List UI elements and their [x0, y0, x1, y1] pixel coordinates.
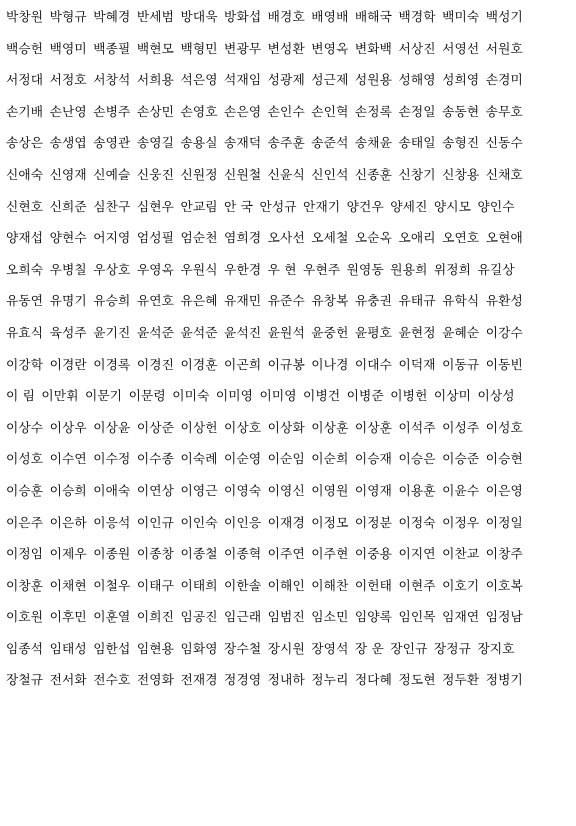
name-entry: 이승훈: [6, 482, 44, 498]
name-entry: 장인규: [390, 640, 428, 656]
name-row: [6, 1, 576, 33]
name-entry: 원용희: [390, 261, 428, 277]
name-entry: 배영배: [311, 9, 349, 24]
name-entry: 변화백: [354, 40, 393, 56]
name-entry: 손은영: [224, 103, 262, 119]
name-entry: 이승은: [398, 451, 436, 467]
name-entry: 전수호: [93, 672, 131, 688]
name-entry: 양세진: [390, 198, 428, 214]
name-entry: 이종철: [180, 546, 218, 562]
name-entry: 이정모: [311, 514, 349, 530]
name-entry: 이채현: [49, 577, 87, 593]
name-entry: 신동수: [485, 135, 523, 151]
name-row: [6, 191, 576, 223]
name-entry: 이순임: [267, 451, 305, 467]
name-row: [6, 159, 576, 191]
name-entry: 윤원석: [267, 324, 305, 340]
name-entry: 엄성필: [136, 230, 175, 246]
name-entry: 어지영: [93, 230, 131, 246]
name-entry: 서상진: [398, 40, 436, 56]
name-entry: 임화영: [180, 640, 218, 656]
name-entry: 백성기: [485, 9, 523, 24]
name-entry: 이한솔: [224, 577, 262, 593]
name-entry: 오애리: [398, 230, 436, 246]
name-entry: 이문령: [128, 388, 166, 404]
name-entry: 유준수: [267, 293, 305, 309]
name-entry: 이지연: [398, 546, 436, 562]
name-entry: 송영길: [136, 135, 175, 151]
name-entry: 송동현: [442, 103, 480, 119]
name-row: [6, 64, 576, 96]
name-entry: 이희진: [136, 609, 175, 625]
name-entry: 백영미: [49, 40, 87, 56]
name-entry: 심찬구: [93, 198, 131, 214]
name-entry: 이정임: [6, 546, 44, 562]
name-entry: 성근제: [311, 72, 349, 88]
name-entry: 오연호: [442, 230, 480, 246]
name-entry: 정병기: [485, 672, 523, 688]
name-entry: 양현수: [49, 230, 87, 246]
name-entry: 이상윤: [93, 419, 131, 435]
name-entry: 박창원: [6, 9, 44, 24]
name-entry: 이순희: [311, 451, 349, 467]
name-entry: 이동빈: [485, 356, 523, 372]
name-entry: 장지호: [477, 640, 515, 656]
name-entry: 이해찬: [311, 577, 349, 593]
name-entry: 서정대: [6, 72, 44, 88]
name-entry: 우병칠: [49, 261, 87, 277]
name-entry: 송상은: [6, 135, 44, 151]
name-entry: 송용실: [180, 135, 218, 151]
name-entry: 이응석: [93, 514, 131, 530]
name-entry: 이만휘: [41, 388, 79, 404]
name-entry: 임현용: [136, 640, 175, 656]
name-entry: 양시모: [433, 198, 472, 214]
name-row: [6, 538, 576, 570]
name-entry: 이승준: [442, 451, 480, 467]
name-entry: 우한경: [224, 261, 262, 277]
name-entry: 윤기진: [93, 324, 131, 340]
name-entry: 이해인: [267, 577, 305, 593]
name-entry: 이상미: [433, 388, 472, 404]
name-entry: 손정일: [398, 103, 436, 119]
name-entry: 이주현: [311, 546, 349, 562]
name-entry: 정두환: [442, 672, 480, 688]
name-entry: 유은혜: [180, 293, 218, 309]
name-entry: 이경란: [49, 356, 87, 372]
name-entry: 우원식: [180, 261, 218, 277]
name-entry: 우영옥: [136, 261, 175, 277]
name-entry: 양건우: [346, 198, 384, 214]
name-entry: 신영재: [49, 166, 87, 182]
name-entry: 이상우: [49, 419, 87, 435]
name-entry: 서희용: [136, 72, 175, 88]
name-entry: 장철규: [6, 672, 44, 688]
name-entry: 성희영: [442, 72, 480, 88]
name-entry: 손인수: [267, 103, 305, 119]
name-entry: 유명기: [49, 293, 87, 309]
name-entry: 이창주: [485, 546, 523, 562]
name-entry: 이순영: [224, 451, 262, 467]
name-entry: 이미영: [259, 388, 297, 404]
name-entry: 이호기: [442, 577, 480, 593]
name-entry: 이상훈: [354, 419, 393, 435]
name-entry: 이수정: [93, 451, 131, 467]
name-entry: 유창복: [311, 293, 349, 309]
name-entry: 이 림: [6, 388, 35, 404]
name-row: [6, 601, 576, 633]
name-entry: 이상헌: [180, 419, 218, 435]
name-entry: 이문기: [85, 388, 123, 404]
name-entry: 임소민: [311, 609, 349, 625]
name-entry: 손병주: [93, 103, 131, 119]
name-entry: 손경미: [485, 72, 523, 88]
name-entry: 이인응: [224, 514, 262, 530]
name-entry: 임범진: [267, 609, 305, 625]
name-entry: 정누리: [311, 672, 349, 688]
name-row: [6, 570, 576, 602]
name-entry: 백승헌: [6, 40, 44, 56]
name-entry: 우 현: [267, 261, 297, 277]
name-row: [6, 507, 576, 539]
name-entry: 신창기: [398, 166, 436, 182]
name-entry: 이병헌: [390, 388, 428, 404]
name-entry: 서영선: [442, 40, 480, 56]
name-entry: 이제우: [49, 546, 87, 562]
name-entry: 신원철: [224, 166, 262, 182]
name-entry: 임종석: [6, 640, 44, 656]
name-entry: 성원용: [354, 72, 393, 88]
name-entry: 유태규: [398, 293, 436, 309]
name-entry: 이중용: [354, 546, 393, 562]
name-entry: 오희숙: [6, 261, 44, 277]
name-entry: 신종훈: [354, 166, 393, 182]
name-entry: 이상수: [6, 419, 44, 435]
name-entry: 성해영: [398, 72, 436, 88]
name-entry: 오현애: [485, 230, 523, 246]
name-entry: 오세철: [311, 230, 349, 246]
name-entry: 이종혁: [224, 546, 262, 562]
name-entry: 신웅진: [136, 166, 175, 182]
name-entry: 이경록: [93, 356, 131, 372]
name-entry: 변광무: [224, 40, 262, 56]
name-entry: 이강학: [6, 356, 44, 372]
name-entry: 신예슬: [93, 166, 131, 182]
name-entry: 안 국: [224, 198, 254, 214]
name-entry: 윤석진: [224, 324, 262, 340]
name-entry: 이연상: [136, 482, 175, 498]
name-entry: 이나경: [311, 356, 349, 372]
name-entry: 손상민: [136, 103, 175, 119]
name-entry: 신원정: [180, 166, 218, 182]
name-entry: 이은주: [6, 514, 44, 530]
name-entry: 신인석: [311, 166, 349, 182]
name-entry: 전서화: [49, 672, 87, 688]
name-entry: 서원호: [485, 40, 523, 56]
name-entry: 우상호: [93, 261, 131, 277]
name-entry: 유연호: [136, 293, 175, 309]
name-entry: 이호복: [485, 577, 523, 593]
name-entry: 백종필: [93, 40, 131, 56]
name-entry: 이수종: [136, 451, 175, 467]
name-entry: 방화섭: [224, 9, 262, 24]
name-row: [6, 412, 576, 444]
name-entry: 유효식: [6, 324, 44, 340]
name-entry: 엄순천: [180, 230, 218, 246]
name-entry: 임인목: [398, 609, 436, 625]
name-entry: 이미숙: [172, 388, 210, 404]
name-entry: 이창훈: [6, 577, 44, 593]
name-entry: 이주연: [267, 546, 305, 562]
name-entry: 이종원: [93, 546, 131, 562]
name-entry: 이성호: [6, 451, 44, 467]
name-entry: 박형규: [49, 9, 87, 24]
name-entry: 백미숙: [442, 9, 480, 24]
name-entry: 이승현: [485, 451, 523, 467]
name-entry: 정도현: [398, 672, 436, 688]
name-entry: 정경영: [224, 672, 262, 688]
name-entry: 이영숙: [224, 482, 262, 498]
name-entry: 윤현정: [398, 324, 436, 340]
name-entry: 이경훈: [180, 356, 218, 372]
name-entry: 이상성: [477, 388, 515, 404]
name-entry: 이승재: [354, 451, 393, 467]
name-entry: 윤평호: [354, 324, 393, 340]
name-entry: 배경호: [267, 9, 305, 24]
name-entry: 이영근: [180, 482, 218, 498]
name-entry: 장수철: [224, 640, 262, 656]
name-entry: 백경학: [398, 9, 436, 24]
name-entry: 반세범: [136, 9, 175, 24]
name-entry: 이찬교: [442, 546, 480, 562]
name-entry: 이곤희: [224, 356, 262, 372]
name-entry: 이강수: [485, 324, 523, 340]
name-entry: 이석주: [398, 419, 436, 435]
name-entry: 윤혜순: [442, 324, 480, 340]
name-entry: 신창용: [442, 166, 480, 182]
name-entry: 이영재: [354, 482, 393, 498]
name-entry: 이정일: [485, 514, 523, 530]
name-entry: 손인혁: [311, 103, 349, 119]
name-entry: 이상호: [224, 419, 262, 435]
name-entry: 장시원: [267, 640, 305, 656]
name-entry: 이상준: [136, 419, 175, 435]
name-entry: 이대수: [354, 356, 393, 372]
name-entry: 이경진: [136, 356, 175, 372]
name-row: [6, 633, 576, 665]
name-entry: 신애숙: [6, 166, 44, 182]
name-entry: 송형진: [442, 135, 480, 151]
name-entry: 이성호: [485, 419, 523, 435]
name-entry: 장 운: [354, 640, 384, 656]
name-entry: 백형민: [180, 40, 218, 56]
name-entry: 임한섭: [93, 640, 131, 656]
name-entry: 오사선: [267, 230, 305, 246]
name-entry: 송태일: [398, 135, 436, 151]
name-entry: 이현주: [398, 577, 436, 593]
name-entry: 서정호: [49, 72, 87, 88]
name-entry: 이종창: [136, 546, 175, 562]
name-entry: 이애숙: [93, 482, 131, 498]
name-entry: 신윤식: [267, 166, 305, 182]
name-row: [6, 222, 576, 254]
name-entry: 이인규: [136, 514, 175, 530]
name-row: [6, 127, 576, 159]
name-row: [6, 443, 576, 475]
name-entry: 이병건: [303, 388, 341, 404]
name-entry: 이영원: [311, 482, 349, 498]
name-entry: 임정남: [485, 609, 523, 625]
name-row: [6, 380, 576, 412]
name-entry: 이은영: [485, 482, 523, 498]
name-entry: 정내하: [267, 672, 305, 688]
name-entry: 송채윤: [354, 135, 393, 151]
name-row: [6, 475, 576, 507]
name-entry: 성광제: [267, 72, 305, 88]
name-entry: 윤중헌: [311, 324, 349, 340]
name-entry: 유동연: [6, 293, 44, 309]
name-entry: 이재경: [267, 514, 305, 530]
name-entry: 이숙례: [180, 451, 218, 467]
name-row: [6, 33, 576, 65]
name-entry: 송재덕: [224, 135, 262, 151]
name-entry: 서창석: [93, 72, 131, 88]
name-entry: 유길상: [477, 261, 515, 277]
name-entry: 신현호: [6, 198, 44, 214]
name-entry: 이미영: [215, 388, 254, 404]
name-entry: 이성주: [442, 419, 480, 435]
name-entry: 유충권: [354, 293, 393, 309]
name-entry: 이정분: [354, 514, 393, 530]
name-entry: 이태희: [180, 577, 218, 593]
name-entry: 심현우: [136, 198, 175, 214]
name-entry: 송주훈: [267, 135, 305, 151]
name-entry: 우현주: [303, 261, 341, 277]
name-entry: 이정숙: [398, 514, 436, 530]
name-entry: 변영옥: [311, 40, 349, 56]
name-entry: 이규봉: [267, 356, 305, 372]
name-entry: 전재경: [180, 672, 218, 688]
name-row: [6, 317, 576, 349]
name-entry: 임양록: [354, 609, 393, 625]
name-entry: 유재민: [224, 293, 262, 309]
name-entry: 안교림: [180, 198, 218, 214]
name-entry: 이수연: [49, 451, 87, 467]
name-entry: 원영동: [346, 261, 384, 277]
name-entry: 이호원: [6, 609, 44, 625]
name-row: [6, 96, 576, 128]
name-entry: 장정규: [433, 640, 472, 656]
name-entry: 이은하: [49, 514, 87, 530]
name-entry: 손정록: [354, 103, 393, 119]
name-entry: 송영관: [93, 135, 131, 151]
name-entry: 이정우: [442, 514, 480, 530]
name-entry: 윤석준: [136, 324, 175, 340]
name-entry: 임태성: [49, 640, 87, 656]
name-entry: 안성규: [259, 198, 297, 214]
name-entry: 이훈열: [93, 609, 131, 625]
name-entry: 이병준: [346, 388, 384, 404]
name-entry: 임근래: [224, 609, 262, 625]
name-entry: 백현모: [136, 40, 175, 56]
name-entry: 양인수: [477, 198, 515, 214]
name-entry: 육성주: [49, 324, 87, 340]
name-entry: 이영신: [267, 482, 305, 498]
name-entry: 윤석준: [180, 324, 218, 340]
name-row: [6, 285, 576, 317]
name-entry: 임공진: [180, 609, 218, 625]
name-entry: 이상훈: [311, 419, 349, 435]
name-entry: 박혜경: [93, 9, 131, 24]
name-entry: 장영석: [311, 640, 349, 656]
name-row: [6, 349, 576, 381]
name-entry: 이덕재: [398, 356, 436, 372]
name-entry: 오순옥: [354, 230, 393, 246]
name-entry: 손난영: [49, 103, 87, 119]
name-entry: 변성환: [267, 40, 305, 56]
name-entry: 석재임: [224, 72, 262, 88]
name-entry: 유승희: [93, 293, 131, 309]
name-entry: 양재섭: [6, 230, 44, 246]
name-entry: 방대욱: [180, 9, 218, 24]
name-entry: 임재연: [442, 609, 480, 625]
name-entry: 유학식: [442, 293, 480, 309]
name-entry: 배해국: [354, 9, 393, 24]
name-entry: 이동규: [442, 356, 480, 372]
name-entry: 이인숙: [180, 514, 218, 530]
name-entry: 신희준: [49, 198, 87, 214]
name-entry: 손영호: [180, 103, 218, 119]
name-entry: 송생엽: [49, 135, 87, 151]
name-entry: 이윤수: [442, 482, 480, 498]
name-entry: 이후민: [49, 609, 87, 625]
name-entry: 염희경: [224, 230, 262, 246]
name-entry: 이철우: [93, 577, 131, 593]
name-entry: 정다혜: [354, 672, 393, 688]
name-entry: 유환성: [485, 293, 523, 309]
name-entry: 신채호: [485, 166, 523, 182]
name-entry: 전영화: [136, 672, 175, 688]
name-entry: 이상화: [267, 419, 305, 435]
name-entry: 이용훈: [398, 482, 436, 498]
name-entry: 위정희: [433, 261, 472, 277]
name-entry: 이태구: [136, 577, 175, 593]
name-entry: 손기배: [6, 103, 44, 119]
name-entry: 석은영: [180, 72, 218, 88]
name-entry: 안재기: [303, 198, 341, 214]
name-entry: 송무호: [485, 103, 523, 119]
name-entry: 송준석: [311, 135, 349, 151]
name-entry: 이헌태: [354, 577, 393, 593]
name-row: [6, 664, 576, 696]
name-row: [6, 254, 576, 286]
name-entry: 이승희: [49, 482, 87, 498]
